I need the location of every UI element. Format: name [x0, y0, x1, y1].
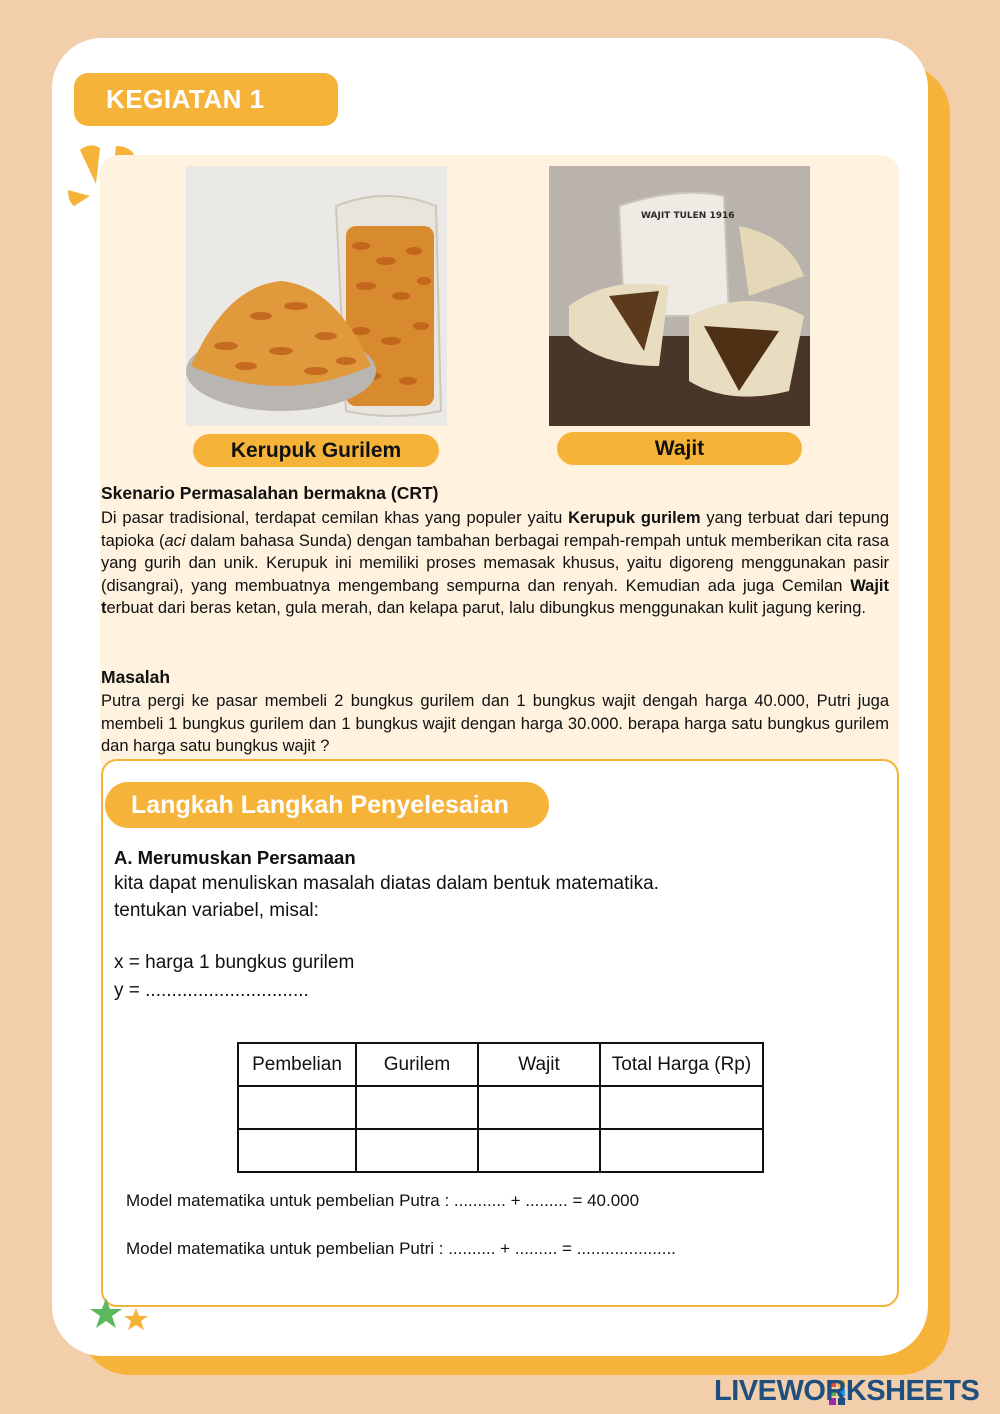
- table-cell-input[interactable]: [238, 1086, 356, 1129]
- table-row: [238, 1129, 763, 1172]
- wajit-photo: [549, 166, 810, 426]
- scenario-paragraph: Di pasar tradisional, terdapat cemilan khas yang populer yaitu Kerupuk gurilem yang terbuat dari tepung tapioka (aci dalam bahasa Sunda) dengan tambahan berbagai rempah-rempah untuk memberikan cita rasa yang gurih dan unik. Kerupuk ini memiliki proses memasak khusus, yaitu digoreng menggunakan pasir (disangrai), yang membuatnya mengembang sempurna dan renyah. Kemudian ada juga Cemilan Wajit terbuat dari beras ketan, gula merah, dan kelapa parut, lalu dibungkus menggunakan kulit jagung kering.: [101, 509, 890, 617]
- table-cell-input[interactable]: [356, 1129, 478, 1172]
- activity-title: KEGIATAN 1: [74, 73, 338, 126]
- brand-name: LIVEWORKSHEETS: [714, 1375, 980, 1407]
- table-cell-input[interactable]: [600, 1086, 763, 1129]
- table-cell-input[interactable]: [238, 1129, 356, 1172]
- scenario-heading: Skenario Permasalahan bermakna (CRT): [101, 483, 439, 503]
- table-header-row: [238, 1043, 763, 1086]
- solution-box: [101, 759, 899, 1307]
- gurilem-illustration: [186, 166, 447, 426]
- variable-x: x = harga 1 bungkus gurilem: [114, 952, 355, 973]
- header-pembelian: Pembelian: [238, 1043, 356, 1086]
- caption-gurilem: Kerupuk Gurilem: [193, 434, 439, 467]
- instruction-line-1: kita dapat menuliskan masalah diatas dalam bentuk matematika.: [114, 873, 659, 894]
- header-wajit: Wajit: [478, 1043, 600, 1086]
- caption-wajit: Wajit: [557, 432, 802, 465]
- model-putri[interactable]: Model matematika untuk pembelian Putri : .......... + ......... = .....................: [126, 1239, 676, 1258]
- step-a-heading: A. Merumuskan Persamaan: [114, 847, 356, 868]
- stars-decoration-icon: [88, 1296, 154, 1336]
- table-cell-input[interactable]: [478, 1086, 600, 1129]
- problem-text: Putra pergi ke pasar membeli 2 bungkus gurilem dan 1 bungkus wajit dengah harga 40.000, Putri juga membeli 1 bungkus gurilem dan 1 bungkus wajit dengan harga 30.000. berapa harga satu bungkus gurilem dan harga satu bungkus wajit ?: [101, 692, 889, 755]
- solution-title: Langkah Langkah Penyelesaian: [105, 782, 549, 828]
- table-cell-input[interactable]: [600, 1129, 763, 1172]
- problem-heading: Masalah: [101, 667, 171, 687]
- header-total-harga: Total Harga (Rp): [600, 1043, 763, 1086]
- package-label: WAJIT TULEN 1916: [641, 211, 735, 221]
- gurilem-photo: [186, 166, 447, 426]
- table-row: [238, 1086, 763, 1129]
- wajit-illustration: [549, 166, 810, 426]
- table-cell-input[interactable]: [356, 1086, 478, 1129]
- header-gurilem: Gurilem: [356, 1043, 478, 1086]
- instruction-line-2: tentukan variabel, misal:: [114, 900, 319, 921]
- variable-y-blank[interactable]: y = ...............................: [114, 980, 309, 1001]
- purchase-table: [237, 1042, 764, 1173]
- model-putra[interactable]: Model matematika untuk pembelian Putra : ........... + ......... = 40.000: [126, 1191, 640, 1210]
- table-cell-input[interactable]: [478, 1129, 600, 1172]
